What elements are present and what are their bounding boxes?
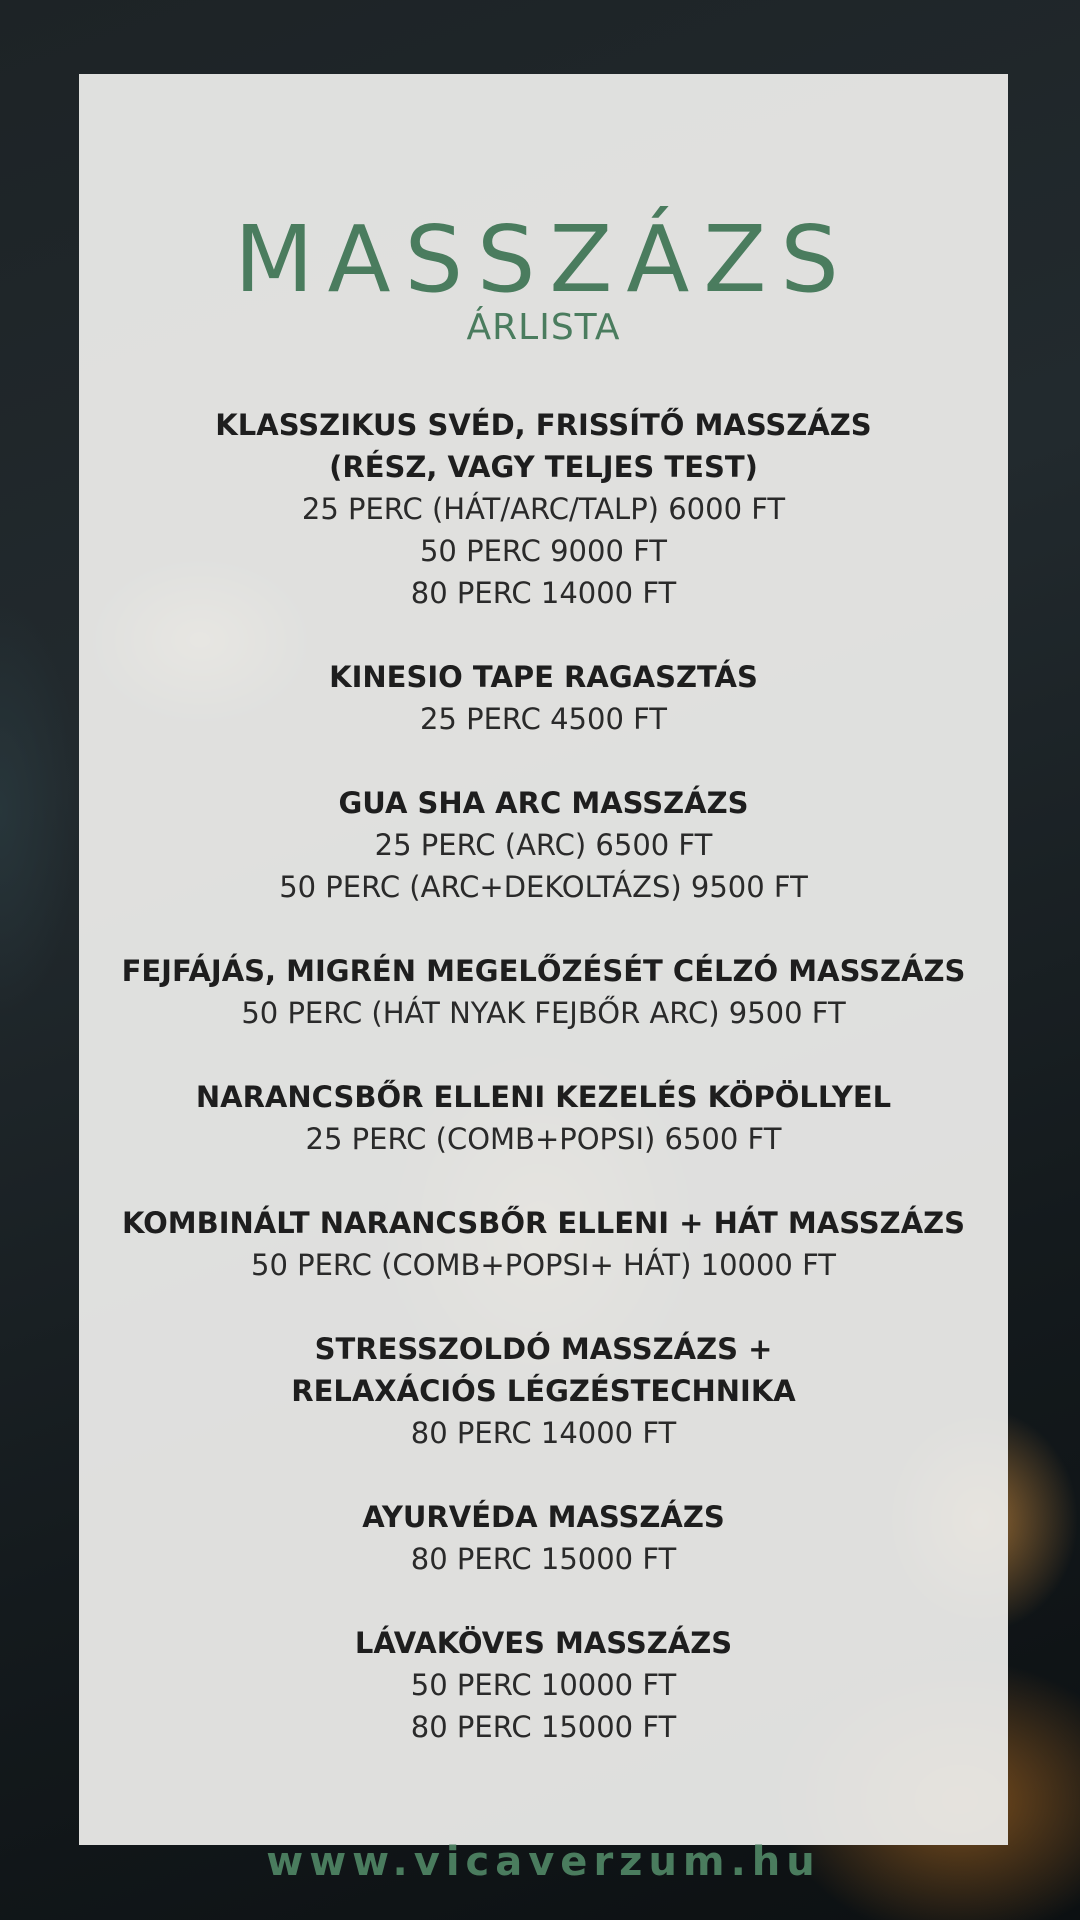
service-price: 80 PERC 14000 FT <box>410 1416 677 1450</box>
service-price: 50 PERC 9000 FT <box>419 534 667 568</box>
service-price: 50 PERC (HÁT NYAK FEJBŐR ARC) 9500 FT <box>241 996 846 1030</box>
service-price: 25 PERC (HÁT/ARC/TALP) 6000 FT <box>301 492 786 526</box>
price-list-card <box>79 74 1008 1885</box>
service-price: 25 PERC (ARC) 6500 FT <box>374 828 713 862</box>
service-price: 80 PERC 15000 FT <box>410 1710 677 1744</box>
service-price: 80 PERC 15000 FT <box>410 1542 677 1576</box>
service-item <box>79 1076 1008 1160</box>
service-price: 25 PERC 4500 FT <box>419 702 667 736</box>
service-price: 50 PERC (ARC+DEKOLTÁZS) 9500 FT <box>279 870 808 904</box>
page-subtitle: ÁRLISTA <box>466 307 621 348</box>
service-name: KLASSZIKUS SVÉD, FRISSÍTŐ MASSZÁZS <box>215 408 872 442</box>
website-link[interactable]: www.vicaverzum.hu <box>266 1839 821 1885</box>
page-title: MASSZÁZS <box>234 206 853 313</box>
service-item <box>79 1622 1008 1748</box>
service-item <box>79 404 1008 614</box>
service-name: AYURVÉDA MASSZÁZS <box>362 1500 725 1534</box>
background-glow <box>0 600 80 1020</box>
service-item <box>79 1202 1008 1286</box>
service-name: RELAXÁCIÓS LÉGZÉSTECHNIKA <box>291 1374 796 1408</box>
service-item <box>79 656 1008 740</box>
service-name: GUA SHA ARC MASSZÁZS <box>338 786 749 820</box>
service-price: 25 PERC (COMB+POPSI) 6500 FT <box>305 1122 782 1156</box>
service-item <box>79 782 1008 908</box>
service-name: NARANCSBŐR ELLENI KEZELÉS KÖPÖLLYEL <box>195 1080 892 1114</box>
service-item <box>79 950 1008 1034</box>
service-name: LÁVAKÖVES MASSZÁZS <box>354 1626 733 1660</box>
service-name: (RÉSZ, VAGY TELJES TEST) <box>329 450 758 484</box>
service-name: STRESSZOLDÓ MASSZÁZS + <box>314 1332 773 1366</box>
service-price: 50 PERC 10000 FT <box>410 1668 677 1702</box>
service-item <box>79 1496 1008 1580</box>
service-price: 50 PERC (COMB+POPSI+ HÁT) 10000 FT <box>251 1248 836 1282</box>
service-price: 80 PERC 14000 FT <box>410 576 677 610</box>
services-list <box>79 404 1008 1790</box>
service-name: FEJFÁJÁS, MIGRÉN MEGELŐZÉSÉT CÉLZÓ MASSZÁZS <box>121 954 966 988</box>
service-name: KINESIO TAPE RAGASZTÁS <box>329 660 758 694</box>
service-name: KOMBINÁLT NARANCSBŐR ELLENI + HÁT MASSZÁZS <box>121 1206 966 1240</box>
service-item <box>79 1328 1008 1454</box>
